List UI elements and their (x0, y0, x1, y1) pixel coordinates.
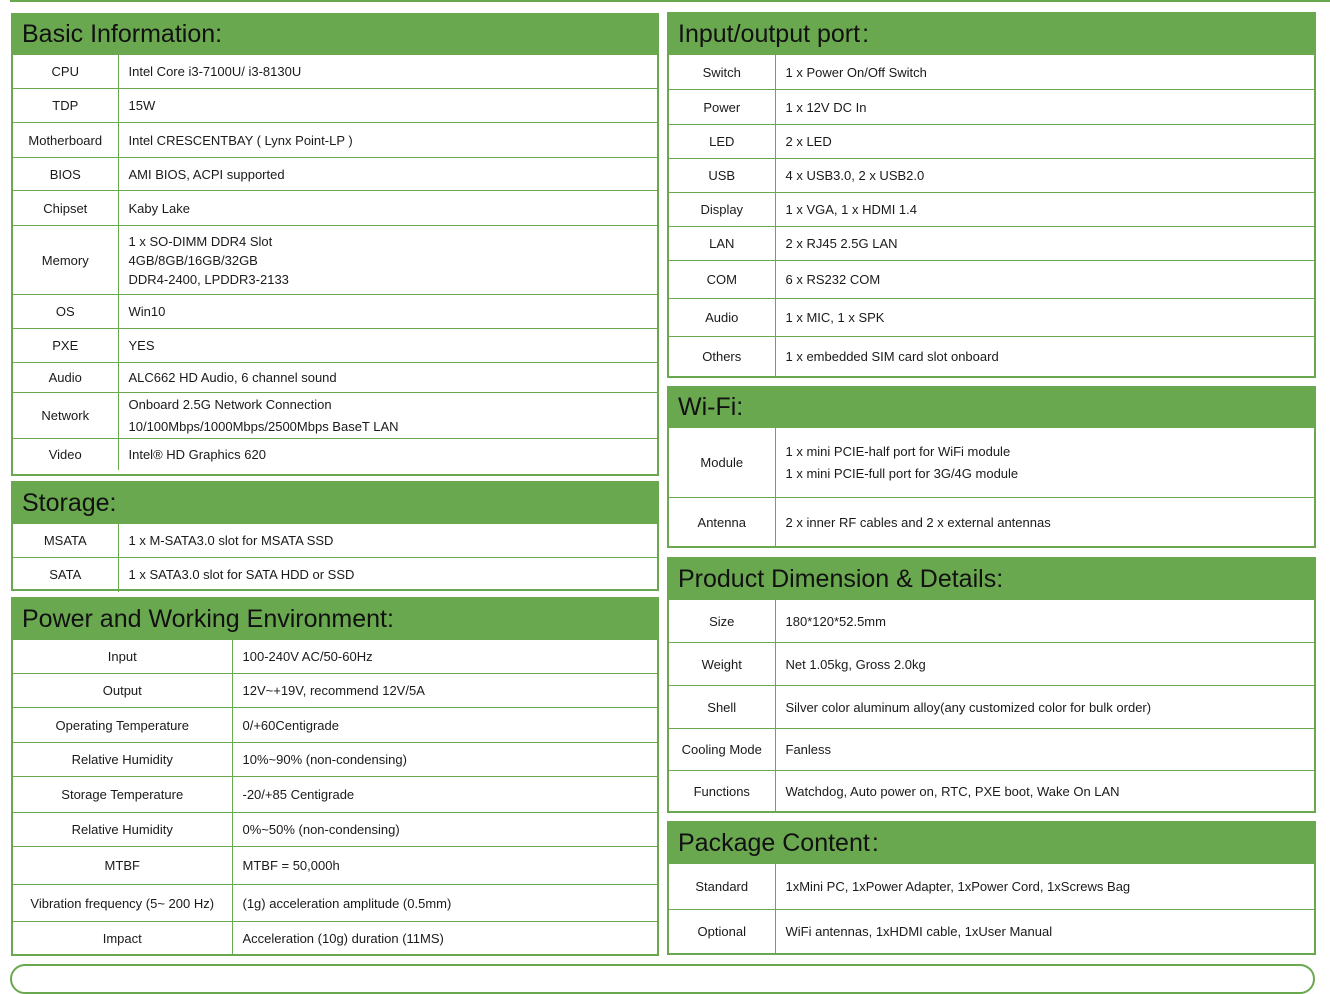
wifi-spec-table (669, 427, 1314, 547)
spec-label: Chipset (13, 191, 118, 226)
table-row (13, 329, 657, 363)
spec-value-line: 2 x inner RF cables and 2 x external antennas (785, 514, 1051, 530)
spec-value (118, 226, 657, 295)
spec-label: Relative Humidity (13, 813, 232, 847)
table-row (669, 159, 1314, 193)
spec-value (118, 558, 657, 592)
product-dimension-panel (667, 557, 1316, 813)
spec-label: Weight (669, 643, 775, 686)
spec-label: TDP (13, 89, 118, 123)
spec-value (775, 729, 1314, 771)
spec-value (775, 159, 1314, 193)
spec-value-line: AMI BIOS, ACPI supported (128, 166, 285, 182)
spec-value-line: 180*120*52.5mm (785, 613, 886, 629)
table-row (13, 123, 657, 158)
package-section-title: Package Content : (669, 823, 1314, 863)
table-row (13, 295, 657, 329)
spec-label: Optional (669, 910, 775, 954)
spec-label: BIOS (13, 158, 118, 191)
table-row (13, 708, 657, 743)
spec-value-line: 1 x 12V DC In (785, 99, 867, 115)
io-spec-table (669, 54, 1314, 377)
basic-information-panel (11, 13, 659, 476)
table-row (13, 158, 657, 191)
bottom-decoration (10, 964, 1315, 994)
spec-value (775, 600, 1314, 643)
table-row (13, 55, 657, 89)
spec-value-line: Net 1.05kg, Gross 2.0kg (785, 656, 926, 672)
spec-label: Storage Temperature (13, 777, 232, 813)
spec-label: Module (669, 428, 775, 498)
table-row (13, 885, 657, 922)
spec-value (232, 922, 657, 955)
spec-value-line: Win10 (128, 304, 166, 319)
power-section-title: Power and Working Environment: (13, 599, 657, 639)
table-row (13, 393, 657, 439)
spec-label: Input (13, 640, 232, 674)
spec-value-line: Kaby Lake (128, 200, 190, 216)
spec-value (118, 55, 657, 89)
spec-value (775, 299, 1314, 337)
spec-value-line: 1 x M-SATA3.0 slot for MSATA SSD (128, 533, 334, 548)
spec-label: Vibration frequency (5~ 200 Hz) (13, 885, 232, 922)
spec-label: Memory (13, 226, 118, 295)
spec-value-line: Watchdog, Auto power on, RTC, PXE boot, Wake On LAN (785, 783, 1120, 799)
spec-value (775, 337, 1314, 377)
table-row (13, 813, 657, 847)
top-decoration (0, 0, 1330, 6)
spec-value-line: 4GB/8GB/16GB/32GB (128, 252, 258, 268)
table-row (669, 428, 1314, 498)
spec-value-line: 1 x embedded SIM card slot onboard (785, 349, 999, 365)
spec-label: Operating Temperature (13, 708, 232, 743)
spec-value-line: 12V~+19V, recommend 12V/5A (242, 683, 425, 698)
spec-label: LAN (669, 227, 775, 261)
table-row (13, 226, 657, 295)
table-row (13, 439, 657, 470)
spec-value (118, 363, 657, 393)
spec-label: COM (669, 261, 775, 299)
spec-value (775, 910, 1314, 954)
table-row (669, 227, 1314, 261)
table-row (13, 524, 657, 558)
table-row (669, 864, 1314, 910)
spec-value-line: WiFi antennas, 1xHDMI cable, 1xUser Manual (785, 924, 1053, 940)
spec-value (775, 55, 1314, 90)
spec-value-line: YES (128, 338, 155, 353)
spec-label: Network (13, 393, 118, 439)
table-row (669, 55, 1314, 90)
spec-value-line: 1 x mini PCIE-half port for WiFi module (785, 443, 1011, 459)
dimension-section-title: Product Dimension & Details: (669, 559, 1314, 599)
table-row (669, 498, 1314, 547)
dimension-spec-table (669, 599, 1314, 812)
spec-label: PXE (13, 329, 118, 363)
spec-value-line: -20/+85 Centigrade (242, 787, 355, 802)
spec-value-line: 0/+60Centigrade (242, 717, 339, 733)
table-row (669, 643, 1314, 686)
table-row (13, 743, 657, 777)
spec-value-line: Silver color aluminum alloy(any customized color for bulk order) (785, 699, 1152, 715)
spec-value-line: 1 x VGA, 1 x HDMI 1.4 (785, 202, 917, 217)
spec-value (232, 777, 657, 813)
spec-value-line: Fanless (785, 742, 832, 757)
spec-value-line: 2 x LED (785, 134, 832, 149)
spec-value (775, 771, 1314, 812)
wifi-panel (667, 386, 1316, 548)
spec-label: Antenna (669, 498, 775, 547)
spec-value-line: (1g) acceleration amplitude (0.5mm) (242, 895, 452, 911)
table-row (669, 686, 1314, 729)
spec-value (775, 643, 1314, 686)
spec-label: MSATA (13, 524, 118, 558)
spec-value (775, 90, 1314, 125)
spec-label: Relative Humidity (13, 743, 232, 777)
spec-label: Standard (669, 864, 775, 910)
spec-value-line: Onboard 2.5G Network Connection (128, 396, 332, 412)
spec-value (775, 864, 1314, 910)
spec-value-line: 1 x Power On/Off Switch (785, 64, 927, 80)
table-row (669, 600, 1314, 643)
spec-value (232, 885, 657, 922)
table-row (13, 674, 657, 708)
wifi-section-title: Wi-Fi: (669, 388, 1314, 427)
spec-value (118, 439, 657, 470)
spec-value (775, 193, 1314, 227)
spec-label: Audio (669, 299, 775, 337)
spec-value-line: 4 x USB3.0, 2 x USB2.0 (785, 168, 925, 183)
spec-label: Others (669, 337, 775, 377)
spec-value (775, 125, 1314, 159)
spec-label: Audio (13, 363, 118, 393)
spec-value (232, 674, 657, 708)
table-row (669, 90, 1314, 125)
table-row (13, 89, 657, 123)
spec-value-line: 1xMini PC, 1xPower Adapter, 1xPower Cord, 1xScrews Bag (785, 879, 1131, 894)
spec-label: Output (13, 674, 232, 708)
spec-label: CPU (13, 55, 118, 89)
power-spec-table (13, 639, 657, 955)
table-row (669, 771, 1314, 812)
spec-value (118, 158, 657, 191)
table-row (13, 847, 657, 885)
power-environment-panel (11, 597, 659, 956)
spec-label: Display (669, 193, 775, 227)
spec-value-line: 10%~90% (non-condensing) (242, 752, 407, 767)
table-row (13, 558, 657, 592)
spec-value-line: 2 x RJ45 2.5G LAN (785, 236, 898, 251)
table-row (13, 922, 657, 955)
spec-value (775, 498, 1314, 547)
basic-section-title: Basic Information: (13, 15, 657, 54)
table-row (13, 777, 657, 813)
spec-label: MTBF (13, 847, 232, 885)
storage-panel (11, 481, 659, 591)
table-row (669, 337, 1314, 377)
spec-value-line: Intel® HD Graphics 620 (128, 446, 266, 462)
spec-value (775, 686, 1314, 729)
spec-value-line: 1 x SO-DIMM DDR4 Slot (128, 233, 273, 249)
spec-value (775, 261, 1314, 299)
spec-label: USB (669, 159, 775, 193)
spec-value-line: MTBF = 50,000h (242, 858, 340, 873)
spec-value (232, 640, 657, 674)
spec-label: Shell (669, 686, 775, 729)
spec-value-line: 15W (128, 98, 156, 113)
spec-value-line: Intel CRESCENTBAY ( Lynx Point-LP ) (128, 132, 353, 148)
basic-spec-table (13, 54, 657, 470)
spec-value-line: ALC662 HD Audio, 6 channel sound (128, 370, 337, 385)
storage-section-title: Storage: (13, 483, 657, 523)
spec-value-line: 10/100Mbps/1000Mbps/2500Mbps BaseT LAN (128, 418, 399, 434)
package-spec-table (669, 863, 1314, 954)
spec-value (775, 227, 1314, 261)
storage-spec-table (13, 523, 657, 592)
spec-label: Video (13, 439, 118, 470)
spec-value-line: DDR4-2400, LPDDR3-2133 (128, 271, 289, 287)
spec-label: Functions (669, 771, 775, 812)
spec-label: Motherboard (13, 123, 118, 158)
table-row (669, 910, 1314, 954)
table-row (13, 191, 657, 226)
spec-value (118, 89, 657, 123)
spec-value-line: 1 x MIC, 1 x SPK (785, 310, 885, 325)
spec-value (118, 123, 657, 158)
spec-value (118, 524, 657, 558)
spec-value (118, 191, 657, 226)
spec-label: LED (669, 125, 775, 159)
spec-value-line: 0%~50% (non-condensing) (242, 822, 400, 837)
spec-value (232, 847, 657, 885)
table-row (13, 363, 657, 393)
table-row (669, 125, 1314, 159)
spec-value-line: 6 x RS232 COM (785, 272, 881, 287)
spec-value (775, 428, 1314, 498)
package-content-panel (667, 821, 1316, 955)
spec-label: SATA (13, 558, 118, 592)
spec-value-line: 100-240V AC/50-60Hz (242, 649, 373, 664)
spec-value (232, 743, 657, 777)
spec-label: Impact (13, 922, 232, 955)
spec-label: Power (669, 90, 775, 125)
table-row (669, 729, 1314, 771)
spec-value-line: 1 x SATA3.0 slot for SATA HDD or SSD (128, 567, 355, 583)
spec-label: Switch (669, 55, 775, 90)
spec-value (232, 708, 657, 743)
input-output-panel (667, 12, 1316, 378)
table-row (669, 193, 1314, 227)
spec-value-line: Acceleration (10g) duration (11MS) (242, 930, 444, 946)
spec-value-line: Intel Core i3-7100U/ i3-8130U (128, 64, 302, 79)
table-row (669, 299, 1314, 337)
spec-label: Size (669, 600, 775, 643)
table-row (13, 640, 657, 674)
spec-label: Cooling Mode (669, 729, 775, 771)
spec-value (232, 813, 657, 847)
spec-value (118, 329, 657, 363)
spec-value (118, 295, 657, 329)
table-row (669, 261, 1314, 299)
io-section-title: Input/output port : (669, 14, 1314, 54)
spec-value (118, 393, 657, 439)
spec-label: OS (13, 295, 118, 329)
spec-value-line: 1 x mini PCIE-full port for 3G/4G module (785, 465, 1019, 481)
